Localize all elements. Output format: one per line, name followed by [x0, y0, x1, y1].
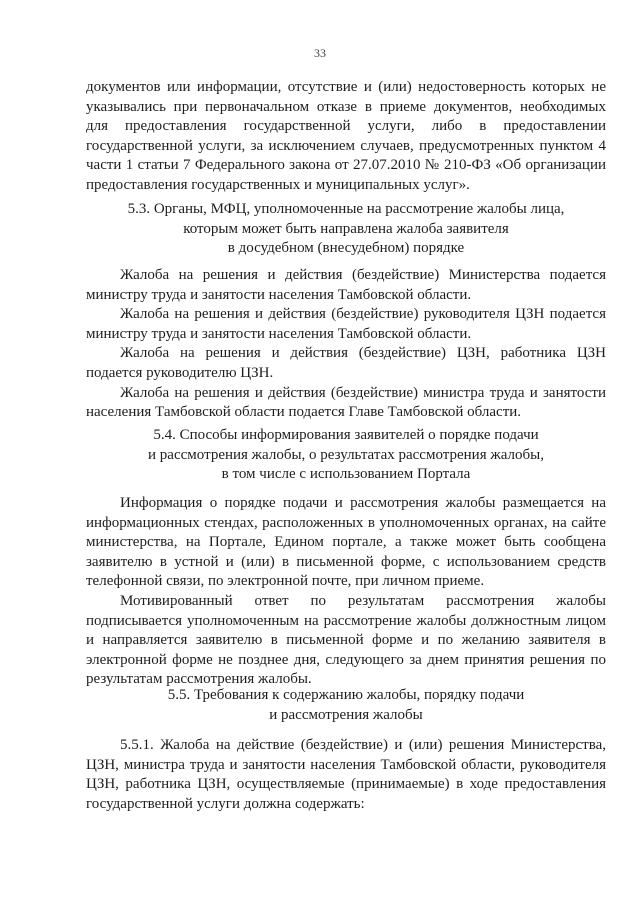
- text-line: населения Тамбовской области подается Главе Тамбовской области.: [86, 404, 522, 421]
- section-heading-5-3: [86, 200, 606, 259]
- section-5-4-body: [86, 494, 606, 690]
- text-line: подписывается уполномоченным на рассмотрение жалобы должностным лицом: [86, 612, 606, 629]
- text-line: министру труда и занятости населения Тамбовской области.: [86, 325, 472, 342]
- text-line: Информация о порядке подачи и рассмотрения жалобы размещается на: [120, 495, 606, 511]
- text-line: документов или информации, отсутствие и (или) недостоверность которых не: [86, 79, 606, 95]
- text-line: для предоставления государственной услуги, либо в предоставлении: [86, 118, 606, 135]
- text-line: телефонной связи, по электронной почте, при личном приеме.: [86, 573, 485, 590]
- paragraph-continuation: [86, 78, 606, 196]
- text-line: 5.5.1. Жалоба на действие (бездействие) и (или) решения Министерства,: [120, 737, 606, 753]
- text-line: электронной форме не позднее дня, следующего за днем принятия решения по: [86, 651, 606, 668]
- text-line: заявителю в устной и (или) в письменной форме, с использованием средств: [86, 553, 606, 570]
- section-heading-5-5: [86, 686, 606, 725]
- text-line: государственной услуги, за исключением случаев, предусмотренных пунктом 4: [86, 137, 606, 154]
- text-line: и направляется заявителю в письменной форме и по желанию заявителя в: [86, 632, 606, 649]
- text-line: министерства, на Портале, Едином портале, а также может быть сообщена: [86, 534, 606, 551]
- heading-line: 5.5. Требования к содержанию жалобы, порядку подачи: [167, 687, 525, 703]
- text-line: Жалоба на решения и действия (бездействие) министра труда и занятости: [120, 384, 606, 401]
- heading-line: в досудебном (внесудебном) порядке: [227, 240, 465, 257]
- text-line: министру труда и занятости населения Тамбовской области.: [86, 286, 472, 303]
- text-line: ЦЗН, работника ЦЗН, осуществляемые (принимаемые) в ходе предоставления: [86, 776, 606, 793]
- heading-line: 5.4. Способы информирования заявителей о порядке подачи: [153, 427, 539, 443]
- text-line: информационных стендах, расположенных в уполномоченных органах, на сайте: [86, 514, 606, 531]
- section-heading-5-4: [86, 426, 606, 485]
- heading-line: в том числе с использованием Портала: [221, 466, 471, 483]
- text-line: Жалоба на решения и действия (бездействие) руководителя ЦЗН подается: [120, 306, 606, 323]
- text-line: указывались при первоначальном отказе в приеме документов, необходимых: [86, 98, 606, 115]
- text-line: результатам рассмотрения жалобы.: [86, 671, 312, 688]
- heading-line: и рассмотрения жалобы: [269, 706, 423, 723]
- heading-line: 5.3. Органы, МФЦ, уполномоченные на рассмотрение жалобы лица,: [127, 201, 565, 217]
- heading-line: и рассмотрения жалобы, о результатах рассмотрения жалобы,: [148, 446, 544, 463]
- section-5-3-body: [86, 266, 606, 423]
- page-number: 33: [314, 46, 326, 60]
- text-line: подается руководителю ЦЗН.: [86, 364, 274, 381]
- section-5-5-body: [86, 736, 606, 814]
- text-line: государственной услуги должна содержать:: [86, 795, 365, 812]
- text-line: Мотивированный ответ по результатам рассмотрения жалобы: [120, 592, 606, 609]
- text-line: Жалоба на решения и действия (бездействие) ЦЗН, работника ЦЗН: [120, 345, 606, 362]
- text-line: Жалоба на решения и действия (бездействие) Министерства подается: [120, 267, 606, 283]
- text-line: ЦЗН, министра труда и занятости населения Тамбовской области, руководителя: [86, 756, 606, 773]
- text-line: части 1 статьи 7 Федерального закона от 27.07.2010 № 210-ФЗ «Об организации: [86, 157, 606, 174]
- heading-line: которым может быть направлена жалоба заявителя: [183, 220, 509, 237]
- text-line: предоставления государственных и муниципальных услуг».: [86, 176, 470, 193]
